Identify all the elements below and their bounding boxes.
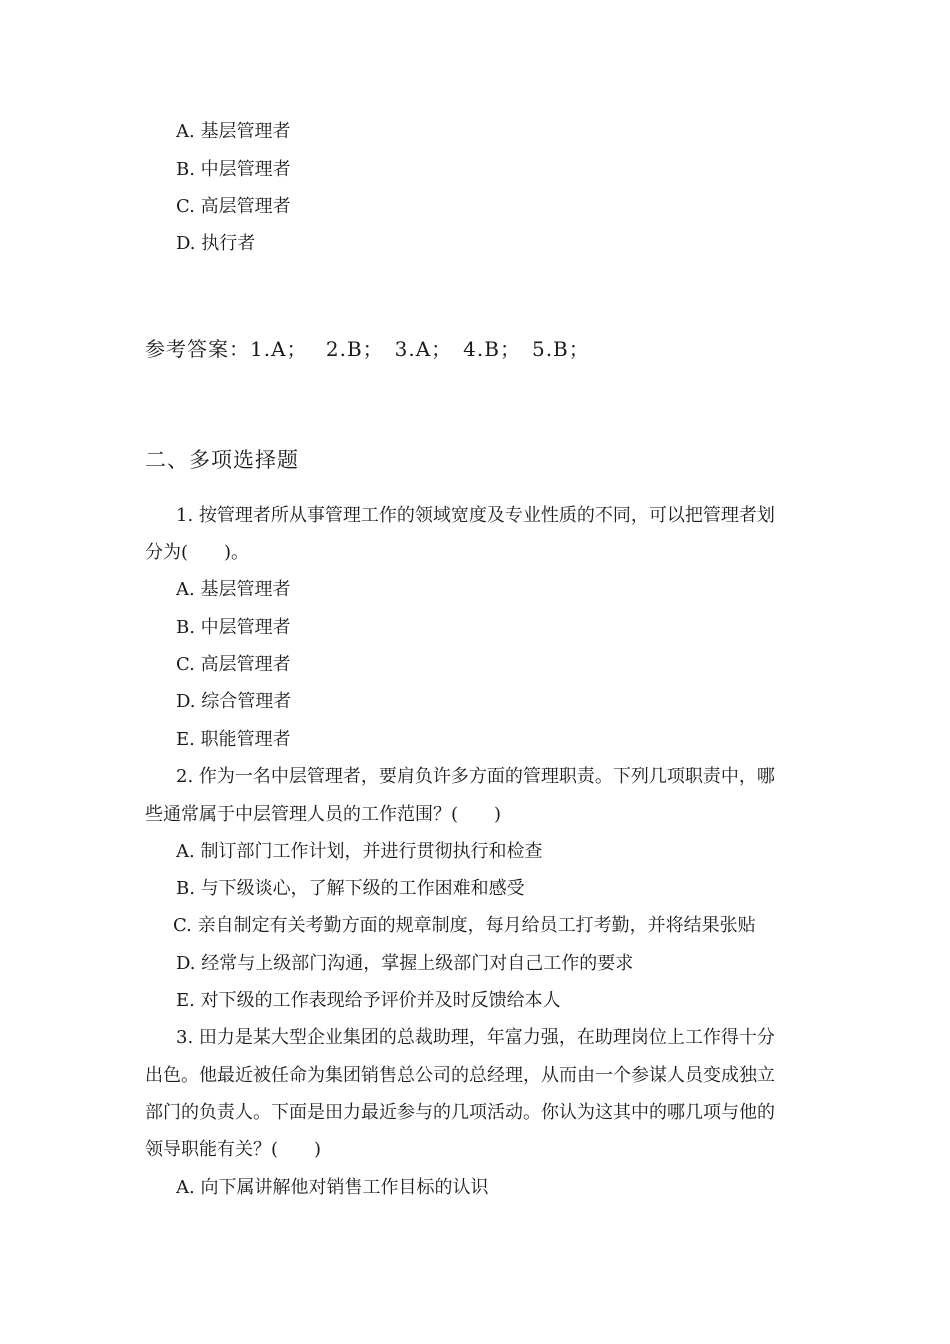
q2-option-a: A. 制订部门工作计划，并进行贯彻执行和检查 bbox=[176, 841, 543, 862]
question-2-line-2: 些通常属于中层管理人员的工作范围？( ) bbox=[145, 804, 502, 825]
section-title: 二、多项选择题 bbox=[145, 448, 299, 472]
q3-option-a: A. 向下属讲解他对销售工作目标的认识 bbox=[176, 1177, 489, 1198]
q1-option-d: D. 综合管理者 bbox=[176, 691, 292, 712]
question-1-line-2: 分为( )。 bbox=[145, 542, 250, 563]
question-3-line-4: 领导职能有关？( ) bbox=[145, 1139, 322, 1160]
q2-option-c: C. 亲自制定有关考勤方面的规章制度，每月给员工打考勤，并将结果张贴 bbox=[173, 915, 756, 936]
question-1-line-1: 1. 按管理者所从事管理工作的领域宽度及专业性质的不同，可以把管理者划 bbox=[176, 505, 775, 526]
question-3-line-3: 部门的负责人。下面是田力最近参与的几项活动。你认为这其中的哪几项与他的 bbox=[145, 1102, 775, 1123]
q1-option-a: A. 基层管理者 bbox=[176, 579, 291, 600]
q2-option-d: D. 经常与上级部门沟通，掌握上级部门对自己工作的要求 bbox=[176, 953, 634, 974]
option-d: D. 执行者 bbox=[176, 233, 256, 254]
option-a: A. 基层管理者 bbox=[176, 121, 291, 142]
option-c: C. 高层管理者 bbox=[176, 196, 291, 217]
q2-option-e: E. 对下级的工作表现给予评价并及时反馈给本人 bbox=[176, 990, 561, 1011]
q1-option-e: E. 职能管理者 bbox=[176, 729, 291, 750]
option-b: B. 中层管理者 bbox=[176, 159, 291, 180]
q2-option-b: B. 与下级谈心，了解下级的工作困难和感受 bbox=[176, 878, 525, 899]
question-2-line-1: 2. 作为一名中层管理者，要肩负许多方面的管理职责。下列几项职责中，哪 bbox=[176, 766, 775, 787]
question-3-line-1: 3. 田力是某大型企业集团的总裁助理，年富力强，在助理岗位上工作得十分 bbox=[176, 1027, 775, 1048]
question-3-line-2: 出色。他最近被任命为集团销售总公司的总经理，从而由一个参谋人员变成独立 bbox=[145, 1065, 775, 1086]
q1-option-c: C. 高层管理者 bbox=[176, 654, 291, 675]
reference-answers: 参考答案：1.A； 2.B； 3.A； 4.B； 5.B； bbox=[145, 337, 590, 361]
q1-option-b: B. 中层管理者 bbox=[176, 617, 291, 638]
